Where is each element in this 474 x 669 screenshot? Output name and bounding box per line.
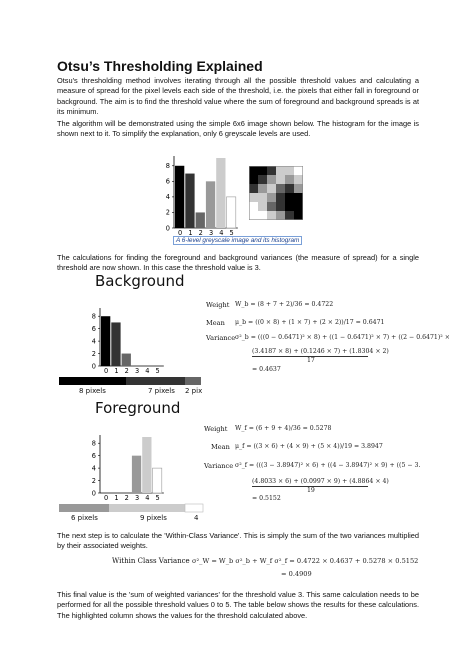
grid-pixel [276,166,285,175]
final-paragraph: This final value is the 'sum of weighted variances' for the threshold value 3. This same calculation needs to be performed for all the possible threshold values 0 to 5. The table below shows the results for these calculations. The highlighted column shows the values for the threshold calculated above. [57,590,419,620]
foreground-histogram-x-tick-label: 4 [145,494,150,502]
grid-pixel [267,184,276,193]
foreground-histogram-y-tick-label: 0 [91,489,96,498]
background-weight-equation: W_b = (8 + 7 + 2)/36 = 0.4722 [235,301,334,308]
grid-pixel [249,166,258,175]
grid-pixel [285,175,294,184]
background-histogram-bar-1 [111,322,120,366]
main-histogram-y-tick-label: 6 [165,177,170,186]
grid-pixel [258,166,267,175]
grid-pixel [276,184,285,193]
within-class-result: = 0.4909 [281,570,312,578]
foreground-weight-equation: W_f = (6 + 9 + 4)/36 = 0.5278 [235,425,332,432]
within-class-paragraph: The next step is to calculate the 'Within-Class Variance'. This is simply the sum of the two variances multiplied by their associated weights. [57,531,419,551]
main-histogram-y-tick-label: 8 [165,162,170,171]
grid-pixel [285,202,294,211]
foreground-histogram-x-tick-label: 0 [104,494,109,502]
grid-pixel [294,202,303,211]
calc-paragraph: The calculations for finding the foreground and background variances (the measure of spread) for a single threshold are now shown. In this case the threshold value is 3. [57,253,419,273]
main-histogram-bar-2 [196,212,205,228]
background-histogram-x-tick-label: 1 [114,367,119,375]
background-histogram-x-tick-label: 0 [104,367,109,375]
foreground-pixel-label-2: 4 [194,514,199,522]
main-histogram-y-tick-label: 4 [165,193,170,202]
main-histogram [158,140,238,238]
grid-pixel [249,193,258,202]
demo-paragraph: The algorithm will be demonstrated using the simple 6x6 image shown below. The histogram for the image is shown next to it. To simplify the explanation, only 6 greyscale levels are used. [57,119,419,139]
foreground-histogram-y-tick-label: 4 [91,464,96,473]
grid-pixel [285,193,294,202]
main-histogram-y-tick-label: 2 [165,208,170,217]
background-histogram-y-tick-label: 6 [91,324,96,333]
grid-pixel [294,184,303,193]
grid-pixel [276,175,285,184]
page-title: Otsu’s Thresholding Explained [57,58,263,74]
main-histogram-x-tick-label: 5 [229,229,234,237]
main-histogram-bar-4 [216,158,225,228]
foreground-histogram-y-tick-label: 2 [91,476,96,485]
grid-pixel [294,166,303,175]
background-histogram-bar-2 [122,354,131,366]
foreground-variance-equation-2: (4.8033 × 6) + (0.0997 × 9) + (4.8864 × 4) [252,478,389,485]
background-histogram-y-tick-label: 2 [91,349,96,358]
grid-pixel [285,184,294,193]
background-pixel-strip [57,376,207,386]
background-histogram-y-tick-label: 8 [91,312,96,321]
grid-pixel [267,193,276,202]
grid-pixel [267,202,276,211]
background-histogram [84,292,174,376]
foreground-heading: Foreground [95,399,181,417]
background-mean-equation: μ_b = ((0 × 8) + (1 × 7) + (2 × 2))/17 = 0.6471 [235,319,385,326]
background-histogram-bar-0 [101,316,110,366]
foreground-histogram-x-tick-label: 5 [155,494,160,502]
background-histogram-x-tick-label: 2 [124,367,129,375]
grid-pixel [249,202,258,211]
background-heading: Background [95,272,185,290]
grid-pixel [249,211,258,220]
foreground-histogram-x-tick-label: 2 [124,494,129,502]
background-variance-denominator: 17 [307,357,315,364]
intro-paragraph: Otsu's thresholding method involves iterating through all the possible threshold values and calculating a measure of spread for the pixel levels each side of the threshold, i.e. the pixels that either fall in foreground or background. The aim is to find the threshold value where the sum of foreground and background spreads is at its minimum. [57,76,419,117]
main-histogram-x-tick-label: 4 [219,229,224,237]
background-variance-equation-2: (3.4187 × 8) + (0.1246 × 7) + (1.8304 × 2) [252,348,389,355]
background-variance-equation-1: σ²_b = (((0 − 0.6471)² × 8) + ((1 − 0.6471)² × 7) + ((2 − 0.6471)² × [235,334,450,341]
within-class-equation: σ²_W = W_b σ²_b + W_f σ²_f = 0.4722 × 0.4637 + 0.5278 × 0.5152 [192,557,419,565]
background-histogram-x-tick-label: 5 [155,367,160,375]
grid-pixel [258,184,267,193]
background-histogram-y-tick-label: 0 [91,362,96,371]
grid-pixel [258,175,267,184]
main-histogram-bar-3 [206,181,215,228]
background-histogram-x-tick-label: 3 [134,367,140,375]
grid-pixel [258,193,267,202]
grid-pixel [294,175,303,184]
grid-pixel [258,211,267,220]
background-weight-label: Weight [206,301,230,309]
grid-pixel [276,202,285,211]
foreground-histogram-y-tick-label: 8 [91,439,96,448]
foreground-histogram-bar-4 [142,437,151,493]
background-histogram-y-tick-label: 4 [91,337,96,346]
foreground-histogram-y-tick-label: 6 [91,451,96,460]
main-histogram-bar-1 [185,174,194,228]
foreground-histogram [84,417,174,503]
grid-pixel [294,193,303,202]
grid-pixel [267,175,276,184]
foreground-mean-equation: μ_f = ((3 × 6) + (4 × 9) + (5 × 4))/19 = 3.8947 [235,443,383,450]
main-histogram-bar-5 [227,197,236,228]
background-histogram-x-tick-label: 4 [145,367,150,375]
foreground-histogram-bar-5 [153,468,162,493]
foreground-variance-denominator: 19 [307,487,315,494]
main-histogram-x-tick-label: 2 [198,229,203,237]
within-class-label: Within Class Variance [112,557,190,565]
background-variance-result: = 0.4637 [252,366,281,373]
grid-pixel [285,211,294,220]
grid-pixel [276,193,285,202]
foreground-histogram-x-tick-label: 1 [114,494,119,502]
foreground-pixel-label-1: 9 pixels [140,514,167,522]
foreground-mean-label: Mean [211,443,230,451]
main-histogram-x-tick-label: 3 [208,229,214,237]
grid-pixel [276,211,285,220]
image-caption: A 6-level greyscale image and its histogram [173,236,302,245]
background-pixel-label-1: 7 pixels [148,387,175,395]
grid-pixel [249,184,258,193]
main-histogram-bar-0 [175,166,184,228]
foreground-histogram-x-tick-label: 3 [134,494,140,502]
grid-pixel [258,202,267,211]
greyscale-grid-image [249,166,303,220]
main-histogram-x-tick-label: 0 [178,229,183,237]
grid-pixel [267,211,276,220]
foreground-pixel-strip [57,503,207,513]
foreground-variance-result: = 0.5152 [252,495,281,502]
grid-pixel [249,175,258,184]
grid-pixel [294,211,303,220]
background-pixel-label-0: 8 pixels [79,387,106,395]
background-variance-label: Variance [206,334,236,342]
foreground-variance-equation-1: σ²_f = (((3 − 3.8947)² × 6) + ((4 − 3.8947)² × 9) + ((5 − 3. [235,462,421,469]
foreground-weight-label: Weight [204,425,228,433]
main-histogram-y-tick-label: 0 [165,224,170,233]
grid-pixel [267,166,276,175]
foreground-pixel-label-0: 6 pixels [71,514,98,522]
foreground-variance-label: Variance [204,462,234,470]
grid-pixel [285,166,294,175]
main-histogram-x-tick-label: 1 [188,229,193,237]
foreground-histogram-bar-3 [132,456,141,493]
background-pixel-label-2: 2 pix [185,387,203,395]
background-mean-label: Mean [206,319,225,327]
